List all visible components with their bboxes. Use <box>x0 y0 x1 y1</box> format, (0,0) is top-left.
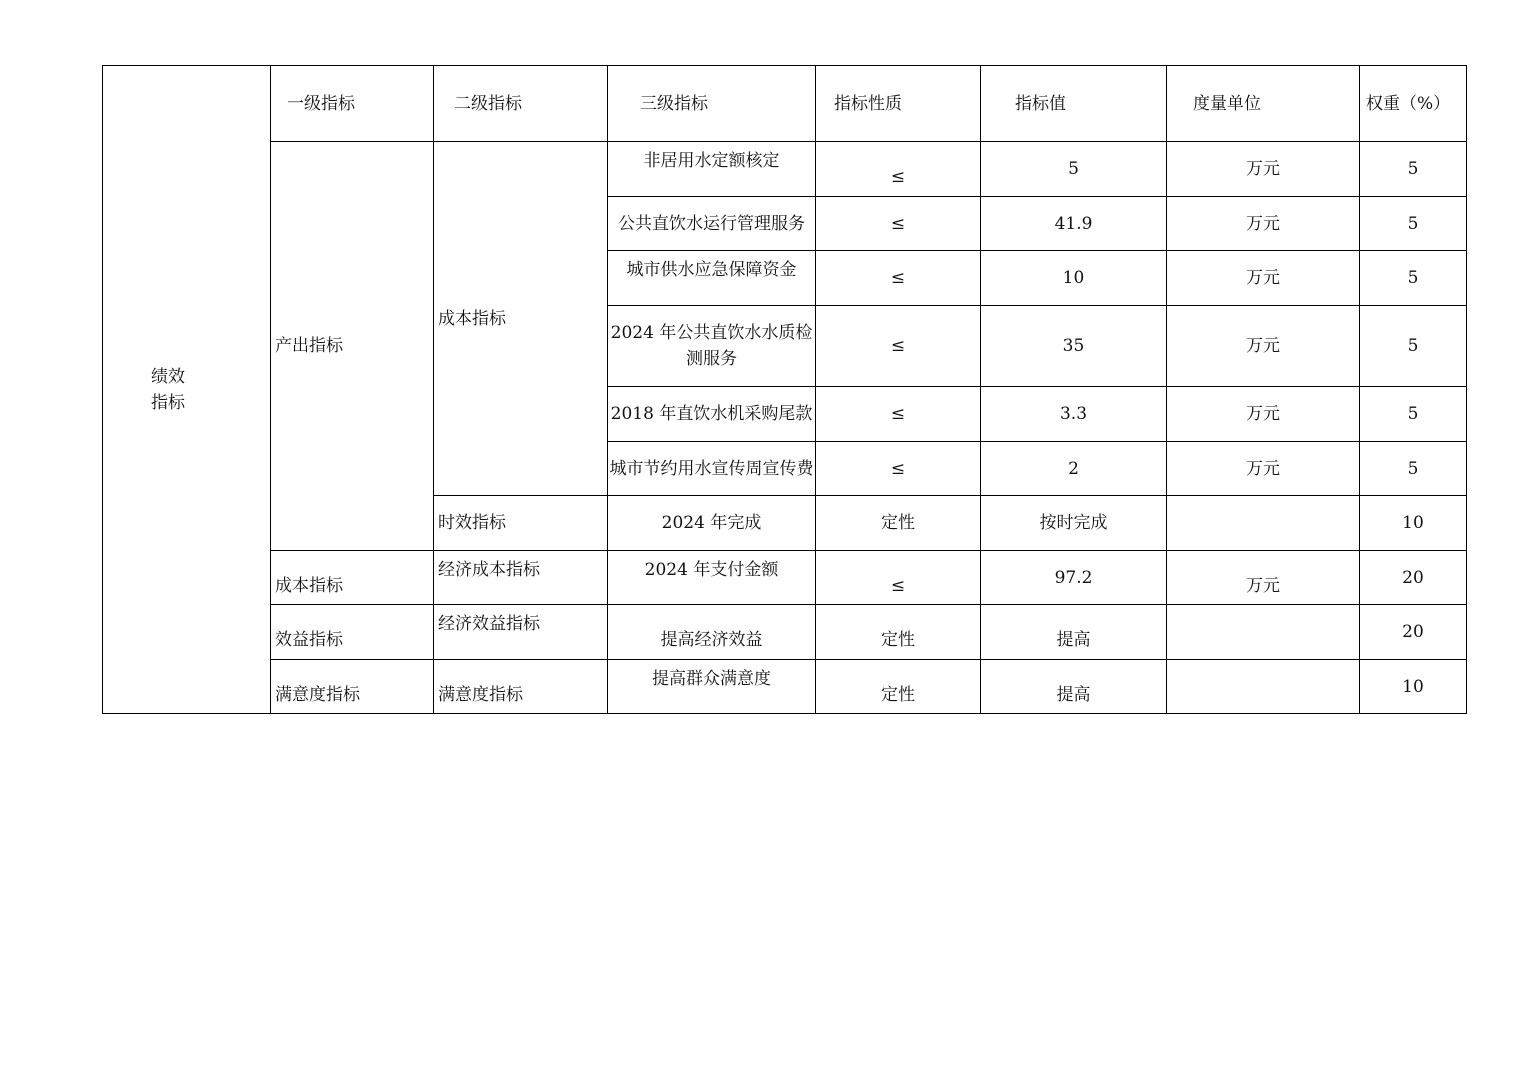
level3-cell: 公共直饮水运行管理服务 <box>608 197 816 251</box>
level1-cell: 满意度指标 <box>271 660 434 714</box>
group-label-line1: 绩效 <box>151 366 185 387</box>
group-label-cell <box>103 66 271 714</box>
weight-cell: 5 <box>1360 251 1467 306</box>
level1-cell: 效益指标 <box>271 605 434 660</box>
header-level3: 三级指标 <box>608 66 816 142</box>
unit-cell <box>1167 605 1360 660</box>
nature-cell: 定性 <box>816 496 981 551</box>
table-row <box>103 142 1467 197</box>
level1-cell: 产出指标 <box>271 142 434 551</box>
level2-cell: 成本指标 <box>434 142 608 496</box>
weight-cell: 5 <box>1360 442 1467 496</box>
unit-cell: 万元 <box>1167 197 1360 251</box>
unit-cell <box>1167 660 1360 714</box>
level2-cell: 经济成本指标 <box>434 551 608 605</box>
level3-cell: 城市节约用水宣传周宣传费 <box>608 442 816 496</box>
nature-cell: ≤ <box>816 306 981 387</box>
header-row <box>103 66 1467 142</box>
level3-cell: 非居用水定额核定 <box>608 142 816 197</box>
unit-cell: 万元 <box>1167 442 1360 496</box>
unit-cell: 万元 <box>1167 306 1360 387</box>
performance-indicator-table <box>102 65 1467 714</box>
nature-cell: ≤ <box>816 551 981 605</box>
level2-cell: 经济效益指标 <box>434 605 608 660</box>
level3-cell: 2024 年支付金额 <box>608 551 816 605</box>
value-cell: 5 <box>981 142 1167 197</box>
level1-cell: 成本指标 <box>271 551 434 605</box>
header-level1: 一级指标 <box>271 66 434 142</box>
level3-cell: 2024 年完成 <box>608 496 816 551</box>
level3-cell: 提高群众满意度 <box>608 660 816 714</box>
level2-cell: 满意度指标 <box>434 660 608 714</box>
level3-cell: 城市供水应急保障资金 <box>608 251 816 306</box>
nature-cell: ≤ <box>816 197 981 251</box>
level3-cell: 提高经济效益 <box>608 605 816 660</box>
table-row <box>103 605 1467 660</box>
value-cell: 35 <box>981 306 1167 387</box>
header-nature: 指标性质 <box>816 66 981 142</box>
value-cell: 41.9 <box>981 197 1167 251</box>
header-weight: 权重（%） <box>1360 66 1467 142</box>
level3-cell: 2024 年公共直饮水水质检测服务 <box>608 306 816 387</box>
nature-cell: ≤ <box>816 442 981 496</box>
header-value: 指标值 <box>981 66 1167 142</box>
unit-cell: 万元 <box>1167 551 1360 605</box>
weight-cell: 5 <box>1360 142 1467 197</box>
weight-cell: 10 <box>1360 496 1467 551</box>
level3-cell: 2018 年直饮水机采购尾款 <box>608 387 816 442</box>
unit-cell: 万元 <box>1167 387 1360 442</box>
unit-cell <box>1167 496 1360 551</box>
value-cell: 提高 <box>981 605 1167 660</box>
unit-cell: 万元 <box>1167 142 1360 197</box>
weight-cell: 5 <box>1360 306 1467 387</box>
unit-cell: 万元 <box>1167 251 1360 306</box>
header-unit: 度量单位 <box>1167 66 1360 142</box>
weight-cell: 20 <box>1360 551 1467 605</box>
value-cell: 提高 <box>981 660 1167 714</box>
nature-cell: ≤ <box>816 251 981 306</box>
header-level2: 二级指标 <box>434 66 608 142</box>
weight-cell: 5 <box>1360 387 1467 442</box>
weight-cell: 20 <box>1360 605 1467 660</box>
value-cell: 2 <box>981 442 1167 496</box>
group-label-line2: 指标 <box>151 392 185 413</box>
value-cell: 10 <box>981 251 1167 306</box>
weight-cell: 10 <box>1360 660 1467 714</box>
table-row <box>103 660 1467 714</box>
nature-cell: ≤ <box>816 142 981 197</box>
level2-cell: 时效指标 <box>434 496 608 551</box>
value-cell: 3.3 <box>981 387 1167 442</box>
nature-cell: 定性 <box>816 660 981 714</box>
value-cell: 按时完成 <box>981 496 1167 551</box>
nature-cell: 定性 <box>816 605 981 660</box>
nature-cell: ≤ <box>816 387 981 442</box>
weight-cell: 5 <box>1360 197 1467 251</box>
value-cell: 97.2 <box>981 551 1167 605</box>
table-row <box>103 551 1467 605</box>
